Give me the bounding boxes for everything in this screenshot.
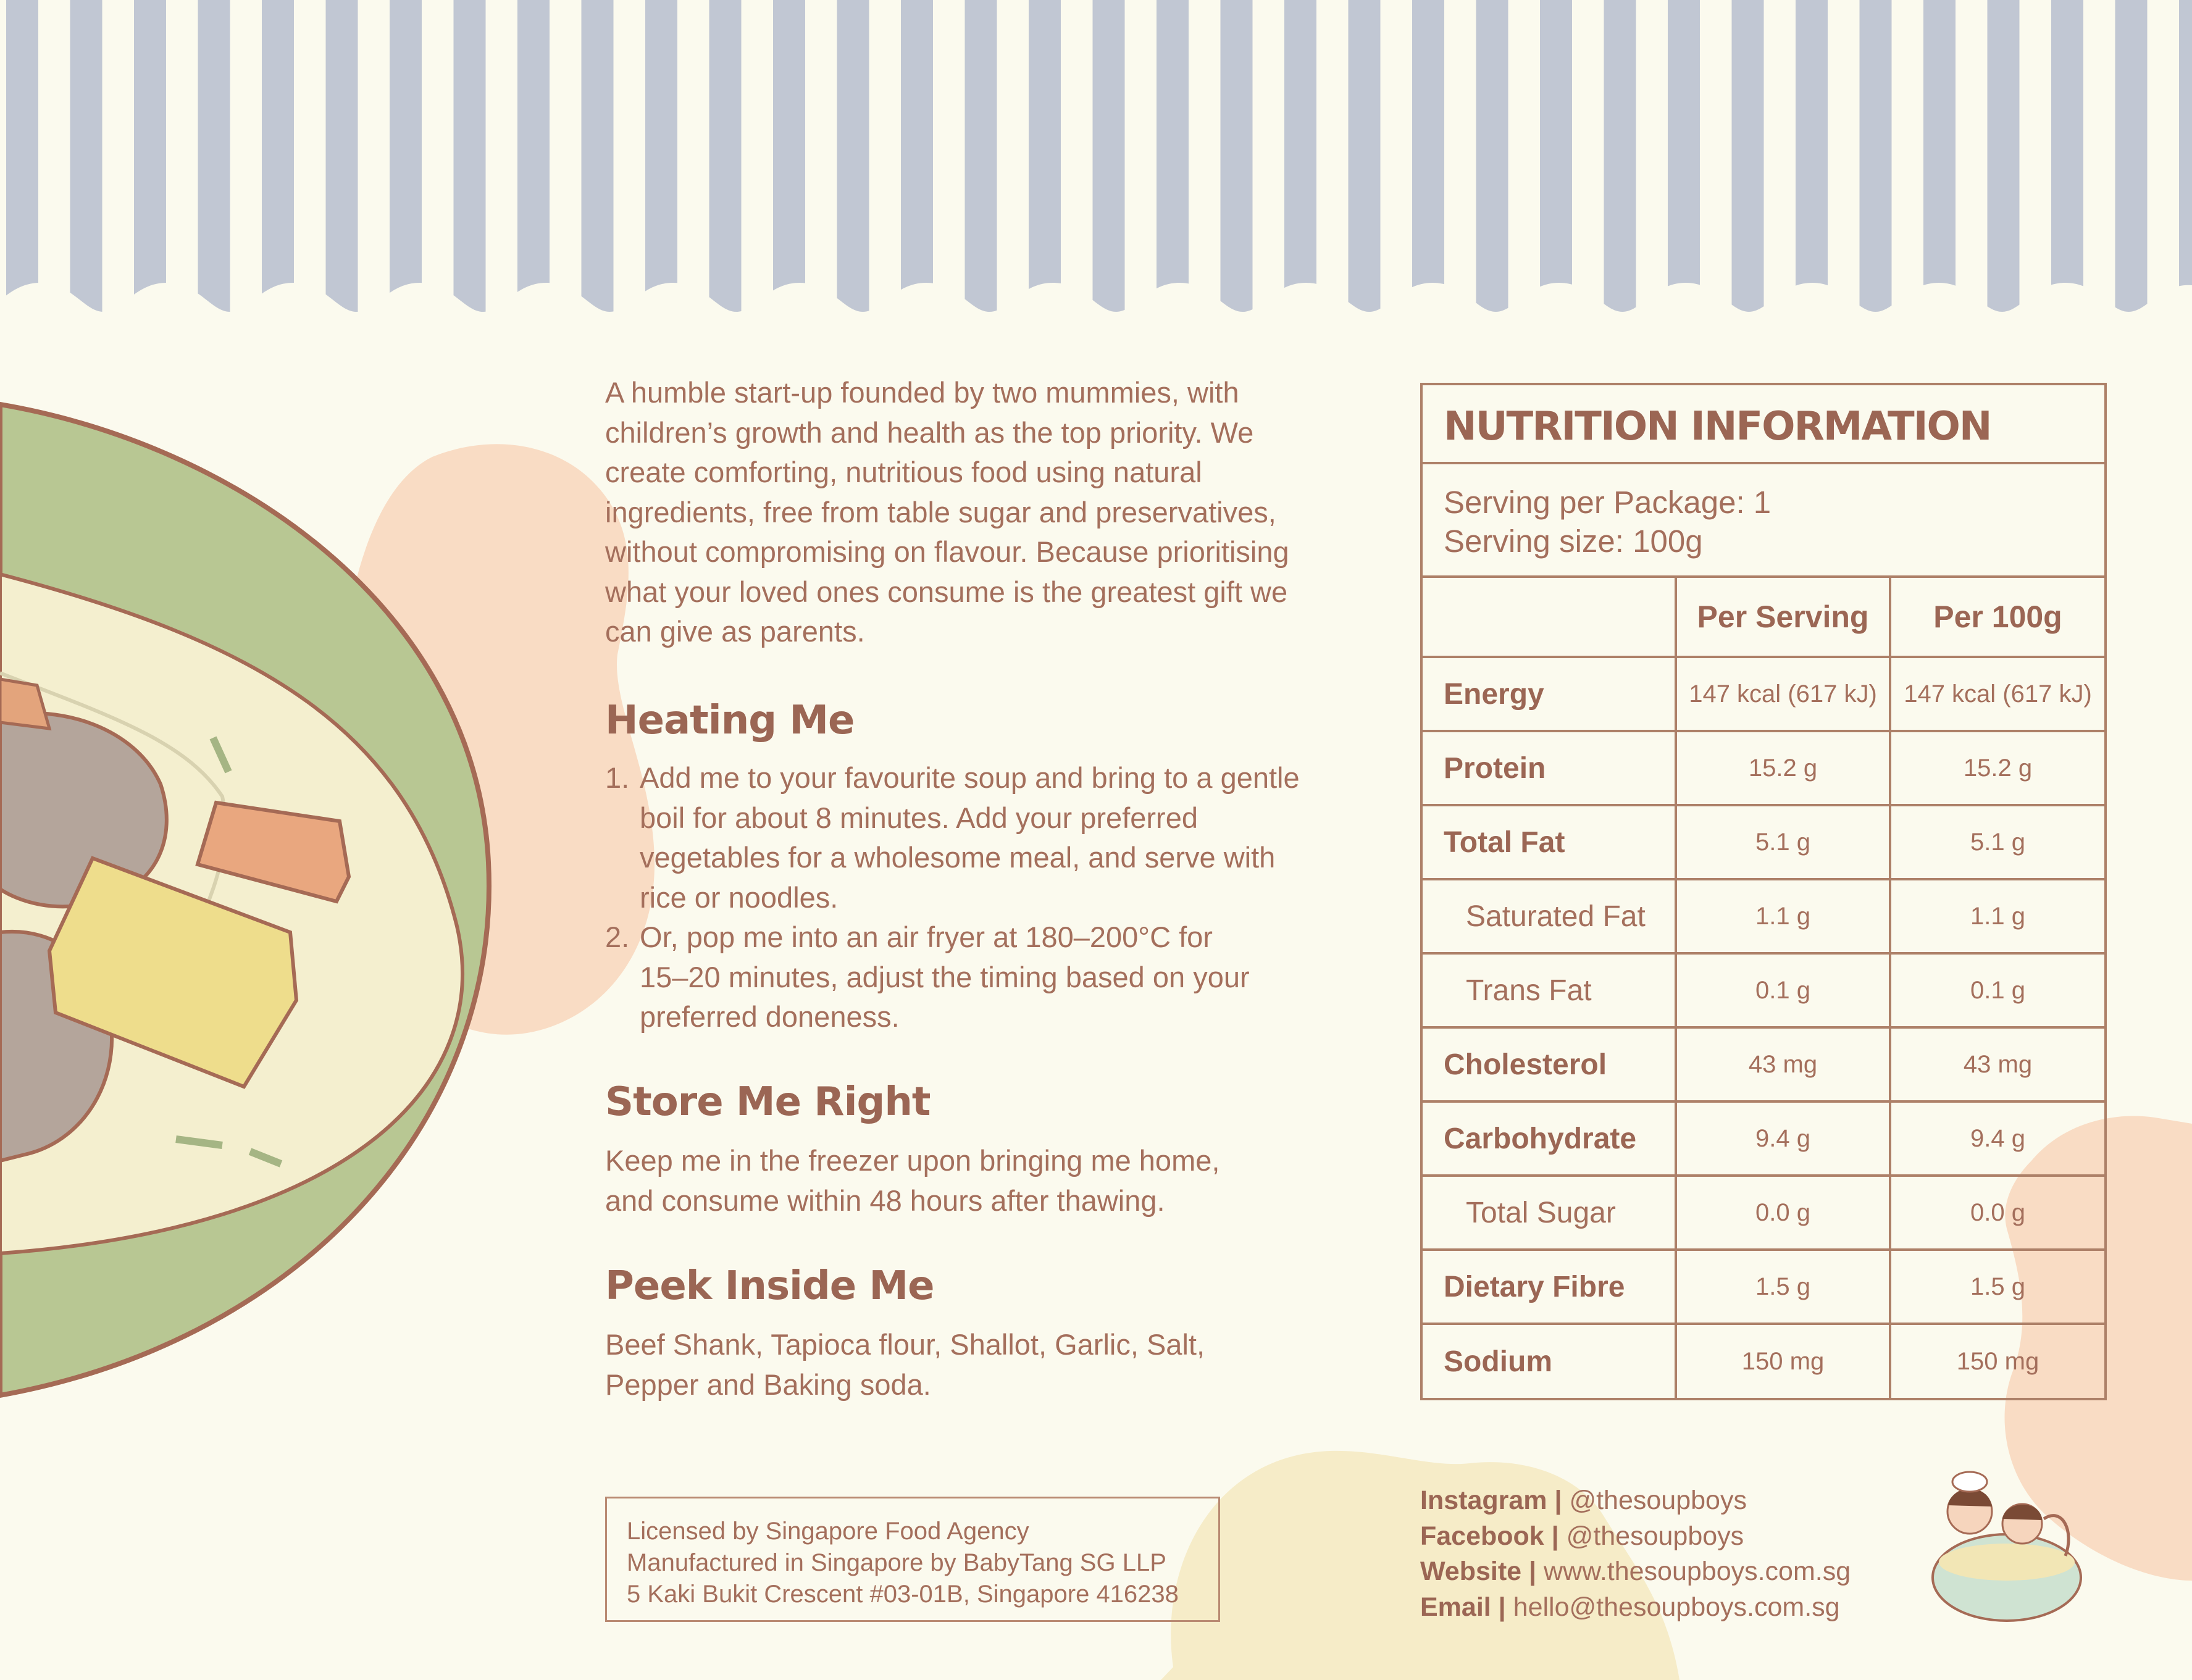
stripe <box>1540 0 1572 321</box>
per-serving-value: 15.2 g <box>1676 731 1890 805</box>
nutrient-name: Energy <box>1423 657 1676 731</box>
per-serving-value: 0.1 g <box>1676 953 1890 1027</box>
per-100g-value: 9.4 g <box>1890 1101 2104 1176</box>
nutrition-row <box>1423 731 2104 805</box>
stripe <box>198 0 230 321</box>
stripe <box>1029 0 1061 321</box>
stripe <box>1349 0 1381 321</box>
header-cell-per-serving: Per Serving <box>1676 578 1890 657</box>
stripe <box>2051 0 2083 321</box>
social-links <box>1420 1483 1851 1625</box>
storage-title: Store Me Right <box>605 1079 931 1125</box>
social-value[interactable]: @thesoupboys <box>1569 1486 1747 1515</box>
social-value[interactable]: hello@thesoupboys.com.sg <box>1513 1592 1840 1622</box>
stripe <box>262 0 294 321</box>
social-sep: | <box>1547 1486 1570 1515</box>
social-sep: | <box>1544 1521 1567 1551</box>
stripe <box>837 0 869 321</box>
storage-text <box>605 1141 1346 1221</box>
nutrition-row <box>1423 879 2104 953</box>
heating-step <box>605 758 1346 917</box>
stripe <box>1476 0 1508 321</box>
stripe <box>1412 0 1444 321</box>
per-100g-value: 1.5 g <box>1890 1250 2104 1324</box>
nutrient-name: Trans Fat <box>1423 953 1676 1027</box>
nutrition-title: NUTRITION INFORMATION <box>1423 385 2104 464</box>
step-line: vegetables for a wholesome meal, and serve with <box>640 841 1276 874</box>
nutrient-name: Saturated Fat <box>1423 879 1676 953</box>
serving-per-package: Serving per Package: 1 <box>1444 485 1772 520</box>
stripe <box>390 0 422 321</box>
heating-steps <box>605 758 1346 1037</box>
header-cell-per-100g: Per 100g <box>1890 578 2104 657</box>
per-100g-value: 43 mg <box>1890 1027 2104 1101</box>
stripe <box>773 0 805 321</box>
per-100g-value: 150 mg <box>1890 1324 2104 1398</box>
nutrient-name: Total Sugar <box>1423 1176 1676 1250</box>
nutrient-name: Dietary Fibre <box>1423 1250 1676 1324</box>
stripe <box>70 0 102 321</box>
stripe <box>709 0 742 321</box>
social-label: Website <box>1420 1557 1522 1586</box>
social-value[interactable]: www.thesoupboys.com.sg <box>1544 1557 1851 1586</box>
serving-info <box>1423 464 2104 578</box>
nutrition-row <box>1423 657 2104 731</box>
stripe <box>454 0 486 321</box>
per-100g-value: 1.1 g <box>1890 879 2104 953</box>
social-website <box>1420 1554 1851 1590</box>
stripe <box>582 0 614 321</box>
stripe <box>1732 0 1764 321</box>
stripe <box>134 0 166 321</box>
intro-line: A humble start-up founded by two mummies, with <box>605 376 1239 409</box>
stripe <box>1284 0 1316 321</box>
per-serving-value: 9.4 g <box>1676 1101 1890 1176</box>
social-email <box>1420 1590 1851 1626</box>
stripe <box>1157 0 1189 321</box>
per-100g-value: 147 kcal (617 kJ) <box>1890 657 2104 731</box>
per-serving-value: 5.1 g <box>1676 805 1890 879</box>
nutrition-row <box>1423 1324 2104 1398</box>
social-label: Email <box>1420 1592 1491 1622</box>
license-line: Licensed by Singapore Food Agency <box>627 1518 1029 1545</box>
nutrient-name: Sodium <box>1423 1324 1676 1398</box>
nutrition-row <box>1423 1027 2104 1101</box>
stripe <box>1604 0 1636 321</box>
per-serving-value: 1.5 g <box>1676 1250 1890 1324</box>
stripe <box>517 0 550 321</box>
stripe <box>1860 0 1892 321</box>
stripe <box>965 0 997 321</box>
intro-line: without compromising on flavour. Because prioritising <box>605 535 1289 568</box>
intro-line: create comforting, nutritious food using natural <box>605 456 1202 488</box>
storage-line: Keep me in the freezer upon bringing me home, <box>605 1144 1220 1177</box>
stripe <box>6 0 38 321</box>
step-line: boil for about 8 minutes. Add your preferred <box>640 801 1198 834</box>
per-100g-value: 0.1 g <box>1890 953 2104 1027</box>
step-number: 1. <box>605 761 630 794</box>
stripe <box>1988 0 2020 321</box>
stripe <box>1923 0 1956 321</box>
nutrition-header-row <box>1423 578 2104 657</box>
stripe <box>1668 0 1700 321</box>
license-line: Manufactured in Singapore by BabyTang SG LLP <box>627 1549 1166 1576</box>
stripe <box>2179 0 2192 321</box>
step-line: preferred doneness. <box>640 1000 900 1033</box>
social-sep: | <box>1521 1557 1544 1586</box>
intro-line: can give as parents. <box>605 615 865 648</box>
step-number: 2. <box>605 921 630 953</box>
ingredients-line: Pepper and Baking soda. <box>605 1368 931 1401</box>
per-100g-value: 0.0 g <box>1890 1176 2104 1250</box>
nutrient-name: Protein <box>1423 731 1676 805</box>
nutrient-name: Carbohydrate <box>1423 1101 1676 1176</box>
step-line: 15–20 minutes, adjust the timing based on your <box>640 960 1250 993</box>
per-serving-value: 150 mg <box>1676 1324 1890 1398</box>
ingredients-text <box>605 1325 1346 1405</box>
license-line: 5 Kaki Bukit Crescent #03-01B, Singapore 416238 <box>627 1581 1179 1608</box>
social-value[interactable]: @thesoupboys <box>1566 1521 1744 1551</box>
social-sep: | <box>1491 1592 1513 1622</box>
intro-line: what your loved ones consume is the greatest gift we <box>605 575 1288 608</box>
social-label: Facebook <box>1420 1521 1544 1551</box>
nutrition-panel <box>1420 383 2107 1400</box>
stripe <box>326 0 358 321</box>
heating-step <box>605 917 1346 1037</box>
stripe <box>1221 0 1253 321</box>
intro-line: children’s growth and health as the top priority. We <box>605 416 1254 449</box>
nutrition-row <box>1423 1250 2104 1324</box>
stripe <box>2115 0 2148 321</box>
intro-line: ingredients, free from table sugar and preservatives, <box>605 495 1276 529</box>
nutrition-row <box>1423 805 2104 879</box>
nutrition-table <box>1423 578 2104 1398</box>
license-box <box>605 1497 1220 1622</box>
ingredients-title: Peek Inside Me <box>605 1263 934 1309</box>
social-facebook <box>1420 1519 1851 1555</box>
nutrient-name: Cholesterol <box>1423 1027 1676 1101</box>
per-100g-value: 15.2 g <box>1890 731 2104 805</box>
serving-size: Serving size: 100g <box>1444 524 1703 559</box>
social-instagram <box>1420 1483 1851 1519</box>
per-serving-value: 0.0 g <box>1676 1176 1890 1250</box>
stripe <box>1796 0 1828 321</box>
per-100g-value: 5.1 g <box>1890 805 2104 879</box>
storage-line: and consume within 48 hours after thawing. <box>605 1184 1165 1217</box>
per-serving-value: 43 mg <box>1676 1027 1890 1101</box>
intro-paragraph <box>605 373 1352 652</box>
step-line: Add me to your favourite soup and bring to a gentle <box>640 761 1300 794</box>
nutrient-name: Total Fat <box>1423 805 1676 879</box>
per-serving-value: 147 kcal (617 kJ) <box>1676 657 1890 731</box>
stripe <box>1093 0 1125 321</box>
nutrition-row <box>1423 1176 2104 1250</box>
step-line: Or, pop me into an air fryer at 180–200°C for <box>640 921 1213 953</box>
heating-title: Heating Me <box>605 698 855 743</box>
nutrition-row <box>1423 1101 2104 1176</box>
stripe <box>645 0 677 321</box>
per-serving-value: 1.1 g <box>1676 879 1890 953</box>
ingredients-line: Beef Shank, Tapioca flour, Shallot, Garlic, Salt, <box>605 1328 1205 1361</box>
header-cell-nutrient <box>1423 578 1676 657</box>
nutrition-row <box>1423 953 2104 1027</box>
step-line: rice or noodles. <box>640 880 839 914</box>
stripe <box>901 0 933 321</box>
social-label: Instagram <box>1420 1486 1547 1515</box>
